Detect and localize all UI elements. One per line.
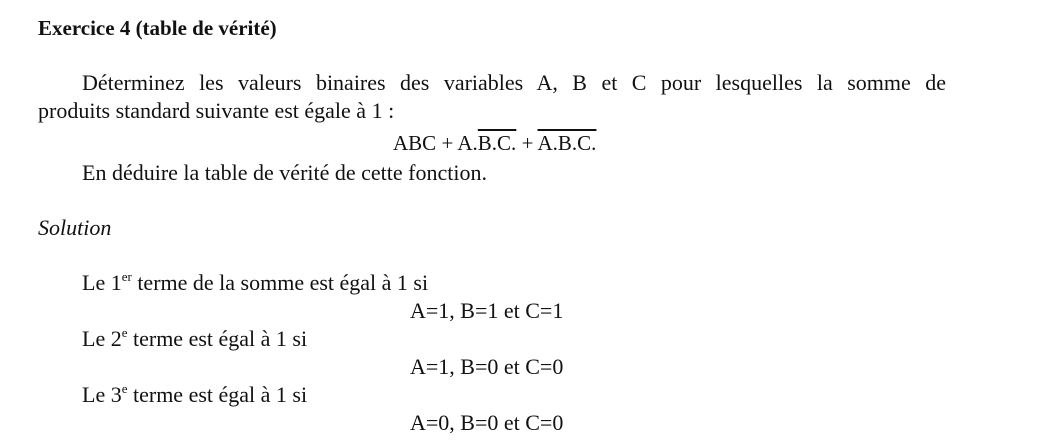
term-2-prefix: Le 2 [82, 326, 122, 351]
equation-term-2-negated: B.C. [477, 131, 517, 155]
term-1-prefix: Le 1 [82, 270, 122, 295]
term-3-ordinal-sup: e [121, 381, 128, 396]
boolean-equation [393, 133, 596, 154]
term-3-condition: A=0, B=0 et C=0 [410, 410, 564, 435]
equation-term-2 [457, 131, 516, 155]
solution-term-3-line [82, 381, 308, 407]
term-2-condition: A=1, B=0 et C=0 [410, 354, 564, 379]
equation-term-2-plain: A. [457, 131, 478, 155]
term-2-ordinal-sup: e [121, 325, 128, 340]
equation-term-1: ABC [393, 131, 437, 155]
term-3-prefix: Le 3 [82, 382, 122, 407]
solution-heading: Solution [38, 215, 112, 240]
deduce-line: En déduire la table de vérité de cette fonction. [82, 160, 487, 185]
equation-term-3-negated: A.B.C. [537, 131, 597, 155]
exercise-title: Exercice 4 (table de vérité) [38, 16, 277, 40]
statement-line-2: produits standard suivante est égale à 1 : [38, 98, 395, 123]
term-1-suffix: terme de la somme est égal à 1 si [131, 270, 429, 295]
statement-line-1: Déterminez les valeurs binaires des variables A, B et C pour lesquelles la somme de [82, 70, 946, 95]
equation-plus-1: + [441, 131, 454, 155]
term-1-condition: A=1, B=1 et C=1 [410, 298, 564, 323]
term-1-ordinal-sup: er [121, 269, 132, 284]
equation-plus-2: + [521, 131, 534, 155]
term-2-suffix: terme est égal à 1 si [127, 326, 308, 351]
term-3-suffix: terme est égal à 1 si [127, 382, 308, 407]
solution-term-1-line [82, 269, 429, 295]
solution-term-2-line [82, 325, 308, 351]
